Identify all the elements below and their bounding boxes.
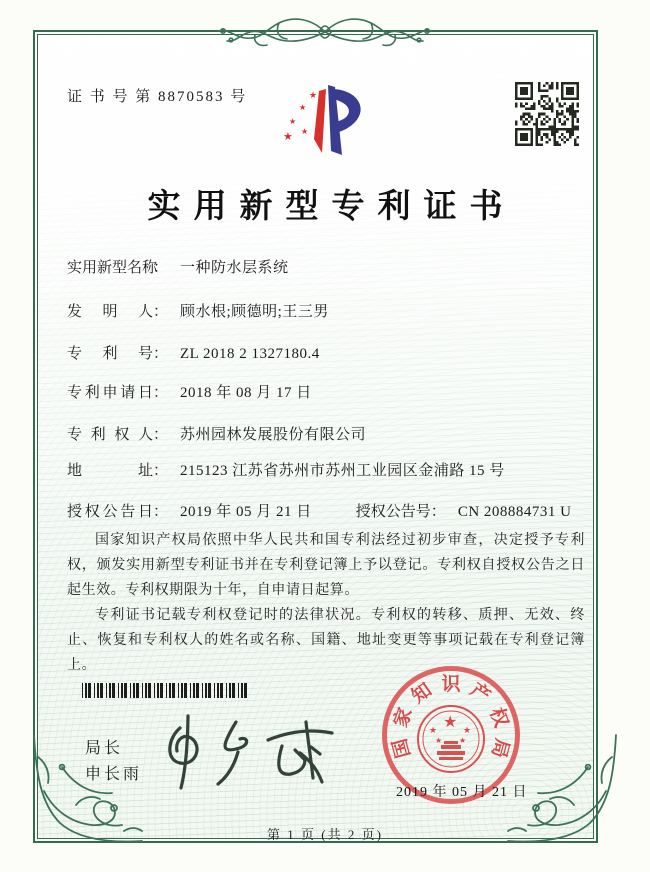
field-row-filing-date [67, 381, 312, 402]
seal-character: 家 [390, 705, 417, 731]
field-label: 地址 [67, 463, 153, 479]
signature-handwriting-icon [150, 708, 345, 800]
qr-code [515, 82, 579, 146]
cnipa-logo-icon [281, 80, 373, 162]
colon: ： [153, 463, 169, 479]
colon: ： [430, 504, 446, 520]
field-value: 2019 年 05 月 21 日 [180, 504, 312, 520]
svg-text:★: ★ [463, 725, 472, 735]
certificate-title: 实用新型专利证书 [147, 189, 516, 225]
signer-name: 申长雨 [85, 766, 143, 783]
svg-text:★: ★ [299, 103, 307, 112]
field-row-patentee [67, 423, 366, 444]
field-value: 2018 年 08 月 17 日 [180, 385, 312, 401]
field-label-grant-no: 授权公告号 [355, 504, 431, 520]
legal-text [67, 528, 585, 678]
svg-text:★: ★ [309, 90, 318, 100]
field-row-patent-no [67, 342, 320, 363]
field-label: 授权公告日 [67, 504, 153, 520]
colon: ： [153, 346, 169, 362]
svg-text:★: ★ [289, 117, 297, 126]
colon: ： [153, 304, 169, 320]
colon: ： [153, 385, 169, 401]
svg-text:★: ★ [443, 714, 458, 731]
svg-text:★: ★ [459, 736, 467, 745]
svg-text:★: ★ [435, 736, 443, 745]
field-row-name [67, 256, 289, 277]
legal-paragraph: 国家知识产权局依照中华人民共和国专利法经过初步审查，决定授予专利权，颁发实用新型专利证书并在专利登记簿上予以登记。专利权自授权公告之日起生效。专利权期限为十年，自申请日起算。 [67, 533, 585, 598]
national-emblem-icon [413, 697, 489, 777]
field-label: 专利权人 [67, 427, 153, 443]
seal-character: 产 [466, 679, 494, 708]
seal-character: 权 [485, 705, 512, 731]
colon: ： [153, 427, 169, 443]
colon: ： [153, 504, 169, 520]
svg-text:★: ★ [301, 127, 309, 136]
legal-paragraph: 专利证书记载专利权登记时的法律状况。专利权的转移、质押、无效、终止、恢复和专利权人的姓名或名称、国籍、地址变更等事项记载在专利登记簿上。 [67, 608, 585, 673]
field-label: 发明人 [67, 304, 153, 320]
field-row-address [67, 459, 505, 480]
barcode [82, 683, 250, 698]
seal-character: 识 [441, 674, 461, 695]
seal-date: 2019 年 05 月 21 日 [396, 785, 528, 800]
field-label: 实用新型名称 [67, 260, 158, 276]
seal-character: 局 [487, 736, 513, 760]
page-footer: 第 1 页 (共 2 页) [267, 827, 383, 842]
field-label: 专利号 [67, 346, 153, 362]
field-row-grant [67, 500, 571, 521]
svg-text:★: ★ [283, 131, 293, 143]
certificate-number: 证 书 号 第 8870583 号 [67, 89, 248, 105]
field-value: 顾水根;顾德明;王三男 [180, 304, 329, 320]
seal-character: 知 [408, 679, 436, 708]
seal-character: 国 [389, 736, 415, 760]
field-value-grant-no: CN 208884731 U [457, 504, 572, 520]
field-value: 一种防水层系统 [180, 260, 289, 276]
field-row-inventor [67, 300, 329, 321]
signer-role: 局长 [85, 740, 124, 757]
colon: ： [153, 260, 169, 276]
field-value: 苏州园林发展股份有限公司 [180, 427, 367, 443]
svg-text:★: ★ [429, 725, 438, 735]
field-value: ZL 2018 2 1327180.4 [180, 346, 320, 362]
signer-block [85, 736, 142, 788]
field-value: 215123 江苏省苏州市苏州工业园区金浦路 15 号 [180, 463, 505, 479]
field-label: 专利申请日 [67, 385, 153, 401]
